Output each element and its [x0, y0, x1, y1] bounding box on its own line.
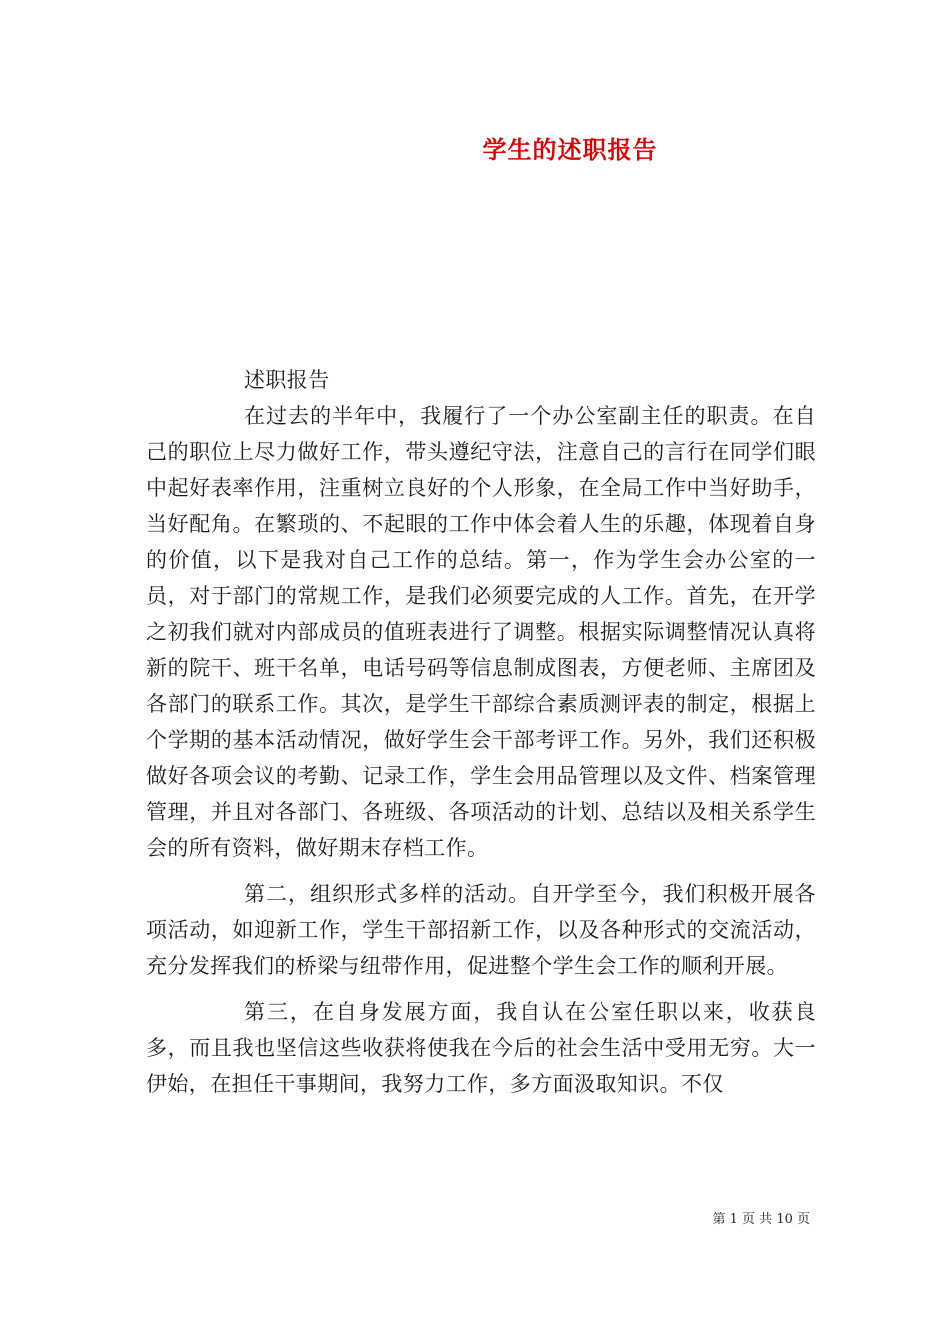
document-body	[146, 362, 816, 1102]
paragraph-1: 在过去的半年中，我履行了一个办公室副主任的职责。在自己的职位上尽力做好工作，带头遵纪守法，注意自己的言行在同学们眼中起好表率作用，注重树立良好的个人形象，在全局工作中当好助手，当好配角。在繁琐的、不起眼的工作中体会着人生的乐趣，体现着自身的价值，以下是我对自己工作的总结。第一，作为学生会办公室的一员，对于部门的常规工作，是我们必须要完成的人工作。首先，在开学之初我们就对内部成员的值班表进行了调整。根据实际调整情况认真将新的院干、班干名单，电话号码等信息制成图表，方便老师、主席团及各部门的联系工作。其次，是学生干部综合素质测评表的制定，根据上个学期的基本活动情况，做好学生会干部考评工作。另外，我们还积极做好各项会议的考勤、记录工作，学生会用品管理以及文件、档案管理管理，并且对各部门、各班级、各项活动的计划、总结以及相关系学生会的所有资料，做好期末存档工作。	[146, 404, 816, 860]
page-number-footer: 第 1 页 共 10 页	[712, 1212, 810, 1227]
paragraph-3: 第三，在自身发展方面，我自认在公室任职以来，收获良多，而且我也坚信这些收获将使我在今后的社会生活中受用无穷。大一伊始，在担任干事期间，我努力工作，多方面汲取知识。不仅	[146, 1000, 816, 1096]
section-heading: 述职报告	[244, 368, 330, 392]
document-title: 学生的述职报告	[482, 135, 658, 164]
paragraph-2: 第二，组织形式多样的活动。自开学至今，我们积极开展各项活动，如迎新工作，学生干部招新工作，以及各种形式的交流活动，充分发挥我们的桥梁与纽带作用，促进整个学生会工作的顺利开展。	[146, 882, 816, 978]
